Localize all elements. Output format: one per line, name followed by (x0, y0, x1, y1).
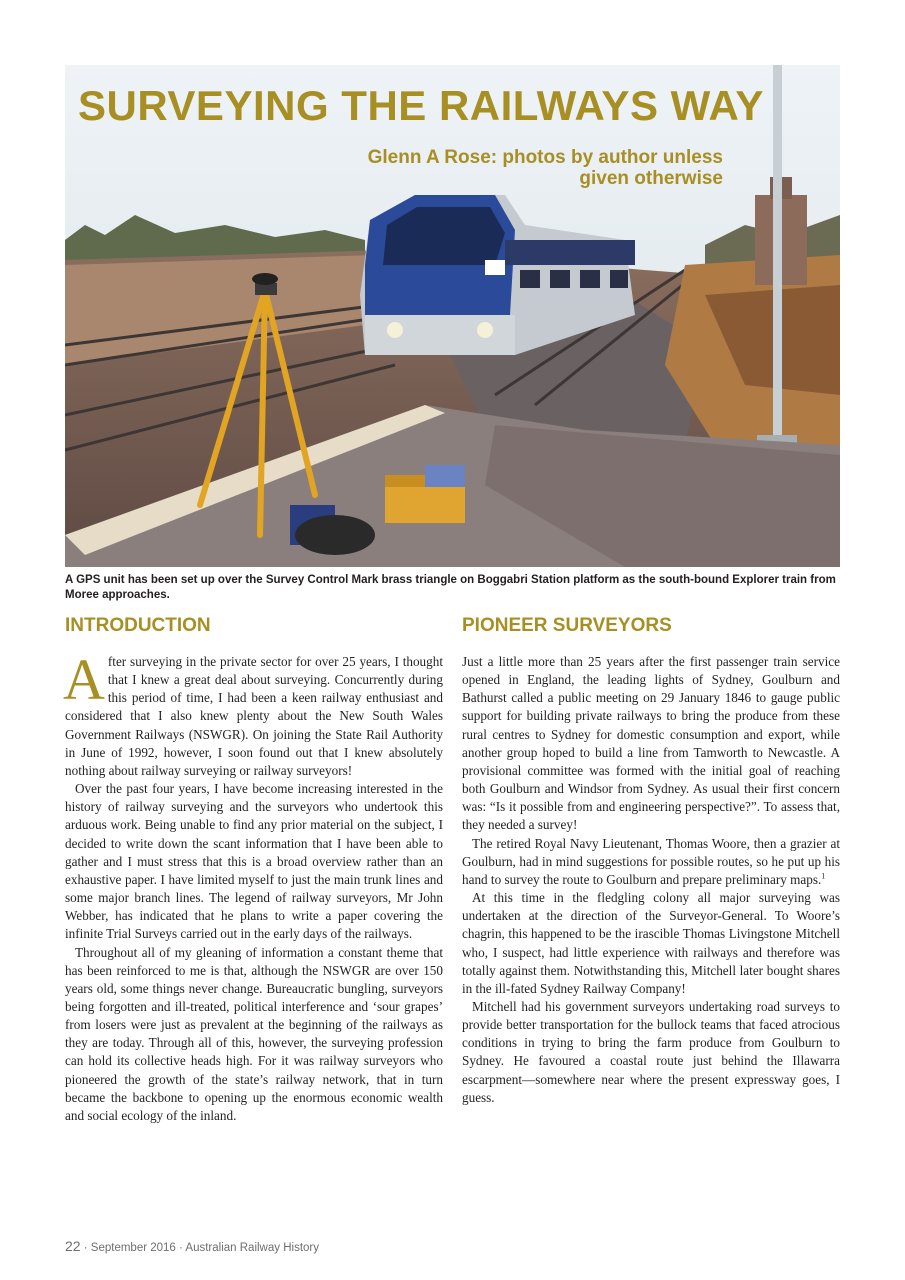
article-byline (330, 147, 723, 189)
byline-line-1: Glenn A Rose: photos by author unless (367, 147, 723, 168)
intro-paragraph: Over the past four years, I have become increasing interested in the history of railway surveying and the surveyors who undertook this arduous work. Being unable to find any prior material on the subject, I decided to write down the scant information that I have been able to gather and I must stress that this is a broad overview rather than an exhaustive paper. I have limited myself to just the main trunk lines and some major branch lines. The legend of railway surveyors, Mr John Webber, has indicated that he plans to write a paper covering the infinite Trial Surveys carried out in the early days of the railways. (65, 781, 443, 942)
introduction-column (63, 647, 443, 1125)
intro-paragraph: Throughout all of my gleaning of information a constant theme that has been reinforced to me is that, although the NSWGR are over 150 years old, some things never change. Bureaucratic bungling, surveyors being forgotten and ill-treated, political interference and ‘sour grapes’ from losers were just as prevalent at the beginning of the railways as they are today. Through all of this, however, the surveying profession can hold its collective heads high. For it was railway surveyors who pioneered the growth of the state’s railway network, that in turn became the backbone to opening up the enormous economic wealth and social ecology of the inland. (65, 944, 443, 1123)
pioneer-column (462, 653, 840, 1107)
pioneer-paragraph (462, 835, 840, 889)
pioneer-paragraph: Mitchell had his government surveyors undertaking road surveys to provide better transportation for the bullock teams that faced atrocious conditions in trying to bring the farm produce from Goulburn to Sydney. He favoured a coastal route just behind the Illawarra escarpment—somewhere near where the present expressway goes, I guess. (462, 998, 840, 1105)
intro-paragraph-text: fter surveying in the private sector for over 25 years, I thought that I knew a great deal about surveying. Concurrently during this period of time, I had been a keen railway enthusiast and considered that I also knew plenty about the New South Wales Government Railways (NSWGR). On joining the State Rail Authority in June of 1992, however, I soon found out that I knew absolutely nothing about railway surveying or railway surveyors! (65, 654, 443, 778)
introduction-heading: INTRODUCTION (65, 615, 211, 636)
station-platform-photo (65, 65, 840, 567)
page-footer (65, 1238, 319, 1254)
pioneer-paragraph-text: The retired Royal Navy Lieutenant, Thomas Woore, then a grazier at Goulburn, had in mind suggestions for possible routes, so he put up his hand to survey the route to Goulburn and prepare preliminary maps. (462, 835, 840, 887)
pioneer-paragraph: At this time in the fledgling colony all major surveying was undertaken at the direction of the Surveyor-General. To Woore’s chagrin, this happened to be the irascible Thomas Livingstone Mitchell who, I suspect, had little experience with railways and therefore was totally against them. Notwithstanding this, Mitchell later bought shares in the ill-fated Sydney Railway Company! (462, 890, 840, 996)
photo-caption: A GPS unit has been set up over the Survey Control Mark brass triangle on Boggabri Station platform as the south-bound Explorer train from Moree approaches. (65, 574, 836, 601)
pioneer-paragraph: Just a little more than 25 years after the first passenger train service opened in England, the leading lights of Sydney, Goulburn and Bathurst called a public meeting on 29 January 1846 to gauge public support for building private railways to bring the produce from these rural centres to Sydney for domestic consumption and export, while another group hoped to build a line from Tamworth to Newcastle. A provisional committee was formed with the initial goal of reaching both Goulburn and Windsor from Sydney. As usual their first concern was: “Is it possible from and engineering perspective?”. To assess that, they needed a survey! (462, 654, 840, 833)
intro-paragraph (63, 647, 443, 780)
drop-cap: A (63, 647, 105, 712)
footnote-marker[interactable]: 1 (821, 871, 826, 881)
page-number: 22 (65, 1238, 81, 1254)
byline-line-2: given otherwise (579, 168, 723, 189)
pioneer-surveyors-heading: PIONEER SURVEYORS (462, 615, 672, 636)
article-title: SURVEYING THE RAILWAYS WAY (78, 82, 764, 129)
footer-text: · September 2016 · Australian Railway History (80, 1242, 319, 1254)
hero-photo (65, 65, 840, 567)
